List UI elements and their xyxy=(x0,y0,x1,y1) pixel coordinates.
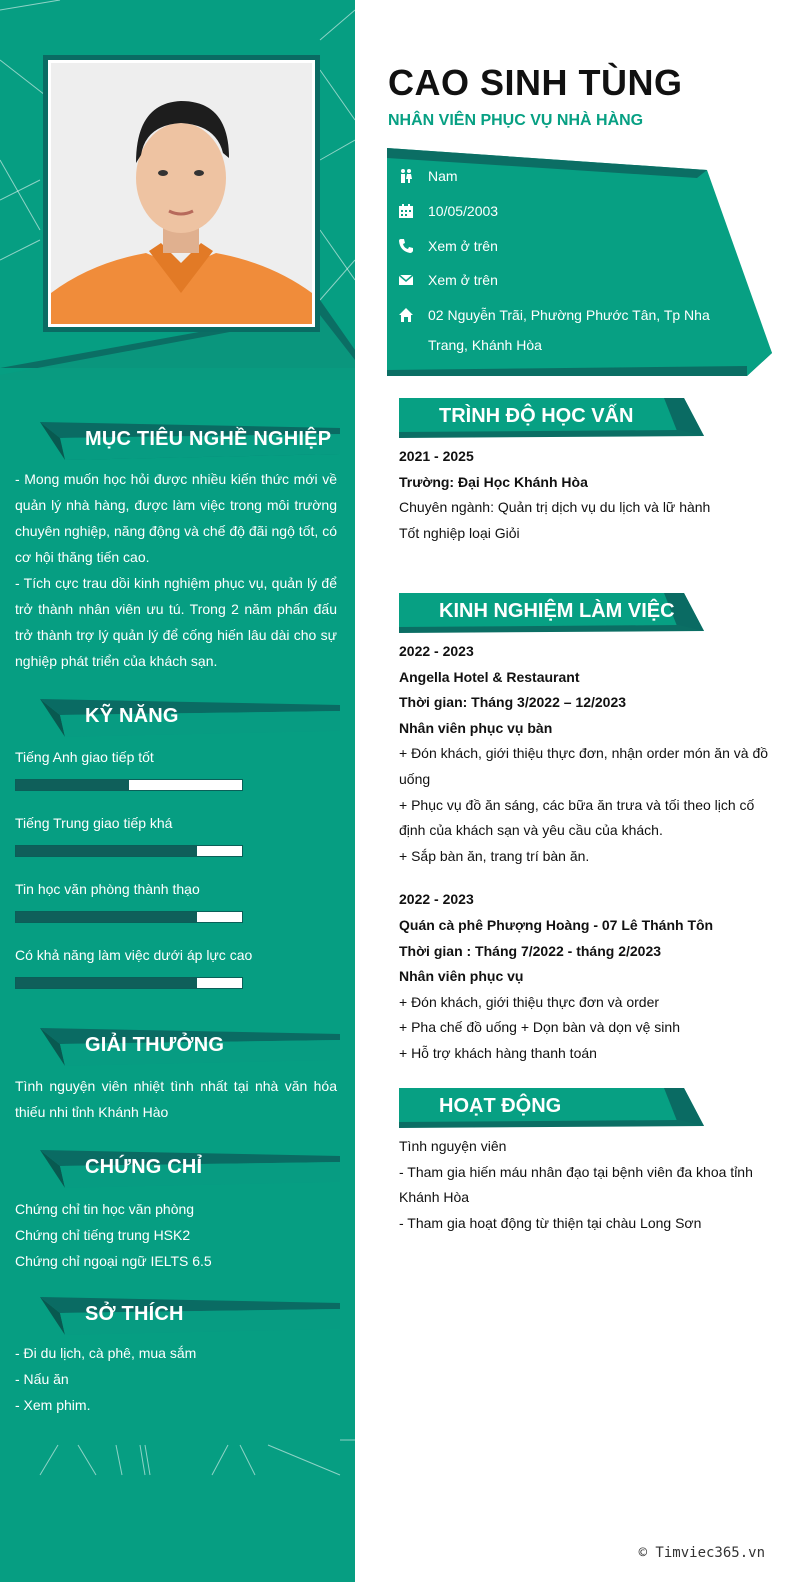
objective-title: MỤC TIÊU NGHỀ NGHIỆP xyxy=(85,428,332,450)
skill-bar xyxy=(15,845,243,857)
hobby-item: - Nấu ăn xyxy=(15,1371,69,1387)
certificates-header xyxy=(15,1148,337,1188)
objective-header xyxy=(15,420,337,460)
job-period: 2022 - 2023 xyxy=(399,891,474,908)
job-period: 2022 - 2023 xyxy=(399,643,474,659)
phone-row xyxy=(397,231,718,261)
activity-item: - Tham gia hiến máu nhân đạo tại bệnh viên đa khoa tỉnh Khánh Hòa xyxy=(399,1163,753,1206)
education-title: TRÌNH ĐỘ HỌC VẤN xyxy=(439,405,634,427)
skill-name: Tiếng Anh giao tiếp tốt xyxy=(15,749,154,765)
awards-section xyxy=(15,1026,337,1125)
watermark: © Timviec365.vn xyxy=(638,1545,765,1561)
awards-title: GIẢI THƯỞNG xyxy=(85,1034,225,1056)
hobbies-section xyxy=(15,1295,337,1418)
skills-section xyxy=(15,697,337,1011)
activities-title: HOẠT ĐỘNG xyxy=(439,1095,562,1117)
certificates-title: CHỨNG CHỈ xyxy=(85,1156,203,1178)
address-row xyxy=(397,300,718,360)
job-entry xyxy=(399,887,769,1066)
birthday-row xyxy=(397,196,718,226)
education-major: Chuyên ngành: Quản trị dịch vụ du lịch và lữ hành xyxy=(399,499,711,516)
job-company: Angella Hotel & Restaurant xyxy=(399,668,580,685)
skill-bar xyxy=(15,911,243,923)
job-company: Quán cà phê Phượng Hoàng - 07 Lê Thánh Tôn xyxy=(399,916,714,933)
people-icon xyxy=(397,161,415,191)
job-task: + Sắp bàn ăn, trang trí bàn ăn. xyxy=(399,847,590,864)
job-time: Thời gian: Tháng 3/2022 – 12/2023 xyxy=(399,694,627,711)
certificate-item: Chứng chỉ ngoại ngữ IELTS 6.5 xyxy=(15,1253,212,1269)
address-value: 02 Nguyễn Trãi, Phường Phước Tân, Tp Nha Trang, Khánh Hòa xyxy=(428,307,710,353)
home-icon xyxy=(397,300,415,330)
activity-item: Tình nguyện viên xyxy=(399,1138,507,1154)
activities-header xyxy=(399,1088,704,1128)
job-task: + Đón khách, giới thiệu thực đơn và order xyxy=(399,993,660,1010)
experience-header xyxy=(399,593,704,633)
sidebar xyxy=(0,0,355,1582)
skills-header xyxy=(15,697,337,737)
job-task: + Phục vụ đồ ăn sáng, các bữa ăn trưa và tối theo lịch cố định của khách sạn và yêu cầu của khách. xyxy=(399,796,755,839)
awards-text: Tình nguyện viên nhiệt tình nhất tại nhà văn hóa thiếu nhi tỉnh Khánh Hào xyxy=(15,1078,337,1120)
experience-section xyxy=(399,593,769,1067)
activities-section xyxy=(399,1088,769,1236)
phone-value[interactable]: Xem ở trên xyxy=(428,238,498,254)
hobbies-header xyxy=(15,1295,337,1335)
job-task: + Hỗ trợ khách hàng thanh toán xyxy=(399,1044,597,1061)
skill-item xyxy=(15,747,337,791)
job-position: Nhân viên phục vụ xyxy=(399,968,524,985)
job-entry xyxy=(399,639,769,869)
skill-item xyxy=(15,813,337,857)
job-title: NHÂN VIÊN PHỤC VỤ NHÀ HÀNG xyxy=(388,112,644,129)
objective-section xyxy=(15,420,337,674)
objective-text-1: - Mong muốn học hỏi được nhiều kiến thức mới về quản lý nhà hàng, được làm việc trong môi trường chuyên nghiệp, năng động và chế độ đãi ngộ tốt, có cơ hội thăng tiến cao. xyxy=(15,471,337,565)
skill-bar-fill xyxy=(16,912,197,922)
calendar-icon xyxy=(397,196,415,226)
gender-row xyxy=(397,161,718,191)
experience-title: KINH NGHIỆM LÀM VIỆC xyxy=(439,600,675,622)
candidate-name: CAO SINH TÙNG xyxy=(388,62,683,103)
education-header xyxy=(399,398,704,438)
skill-name: Tiếng Trung giao tiếp khá xyxy=(15,815,173,831)
skill-item xyxy=(15,945,337,989)
envelope-icon xyxy=(397,265,415,295)
education-result: Tốt nghiệp loại Giỏi xyxy=(399,524,520,541)
education-section xyxy=(399,398,769,546)
education-school: Trường: Đại Học Khánh Hòa xyxy=(399,473,588,490)
hobby-item: - Đi du lịch, cà phê, mua sắm xyxy=(15,1345,197,1361)
skill-bar-fill xyxy=(16,978,197,988)
gender-value: Nam xyxy=(428,168,458,184)
skill-bar-fill xyxy=(16,780,129,790)
activity-item: - Tham gia hoạt động từ thiện tại chàu Long Sơn xyxy=(399,1214,702,1231)
skill-name: Tin học văn phòng thành thạo xyxy=(15,881,200,897)
job-position: Nhân viên phục vụ bàn xyxy=(399,719,553,736)
email-row xyxy=(397,265,718,295)
birthday-value: 10/05/2003 xyxy=(428,203,499,219)
email-value[interactable]: Xem ở trên xyxy=(428,272,498,288)
skill-bar xyxy=(15,977,243,989)
awards-header xyxy=(15,1026,337,1066)
contact-info-box xyxy=(387,148,772,380)
certificate-item: Chứng chỉ tin học văn phòng xyxy=(15,1201,195,1217)
job-task: + Đón khách, giới thiệu thực đơn, nhận order món ăn và đồ uống xyxy=(399,745,769,787)
education-period: 2021 - 2025 xyxy=(399,448,474,464)
skills-title: KỸ NĂNG xyxy=(85,705,179,727)
phone-icon xyxy=(397,231,415,261)
job-time: Thời gian : Tháng 7/2022 - tháng 2/2023 xyxy=(399,942,662,959)
hobbies-title: SỞ THÍCH xyxy=(85,1303,184,1325)
portrait-illustration xyxy=(51,63,312,324)
certificate-item: Chứng chỉ tiếng trung HSK2 xyxy=(15,1227,191,1243)
skill-bar xyxy=(15,779,243,791)
profile-photo-frame xyxy=(43,55,320,332)
skill-item xyxy=(15,879,337,923)
skill-name: Có khả năng làm việc dưới áp lực cao xyxy=(15,947,253,963)
job-task: + Pha chế đồ uống + Dọn bàn và dọn vệ sinh xyxy=(399,1019,680,1036)
objective-text-2: - Tích cực trau dồi kinh nghiệm phục vụ, quản lý để trở thành nhân viên ưu tú. Trong 2 năm phấn đấu trở thành trợ lý quản lý để cống hiến lâu dài cho sự nghiệp phát triển của khách sạn. xyxy=(15,575,337,669)
certificates-section xyxy=(15,1148,337,1274)
hobby-item: - Xem phim. xyxy=(15,1397,91,1413)
profile-photo xyxy=(51,63,312,324)
skill-bar-fill xyxy=(16,846,197,856)
